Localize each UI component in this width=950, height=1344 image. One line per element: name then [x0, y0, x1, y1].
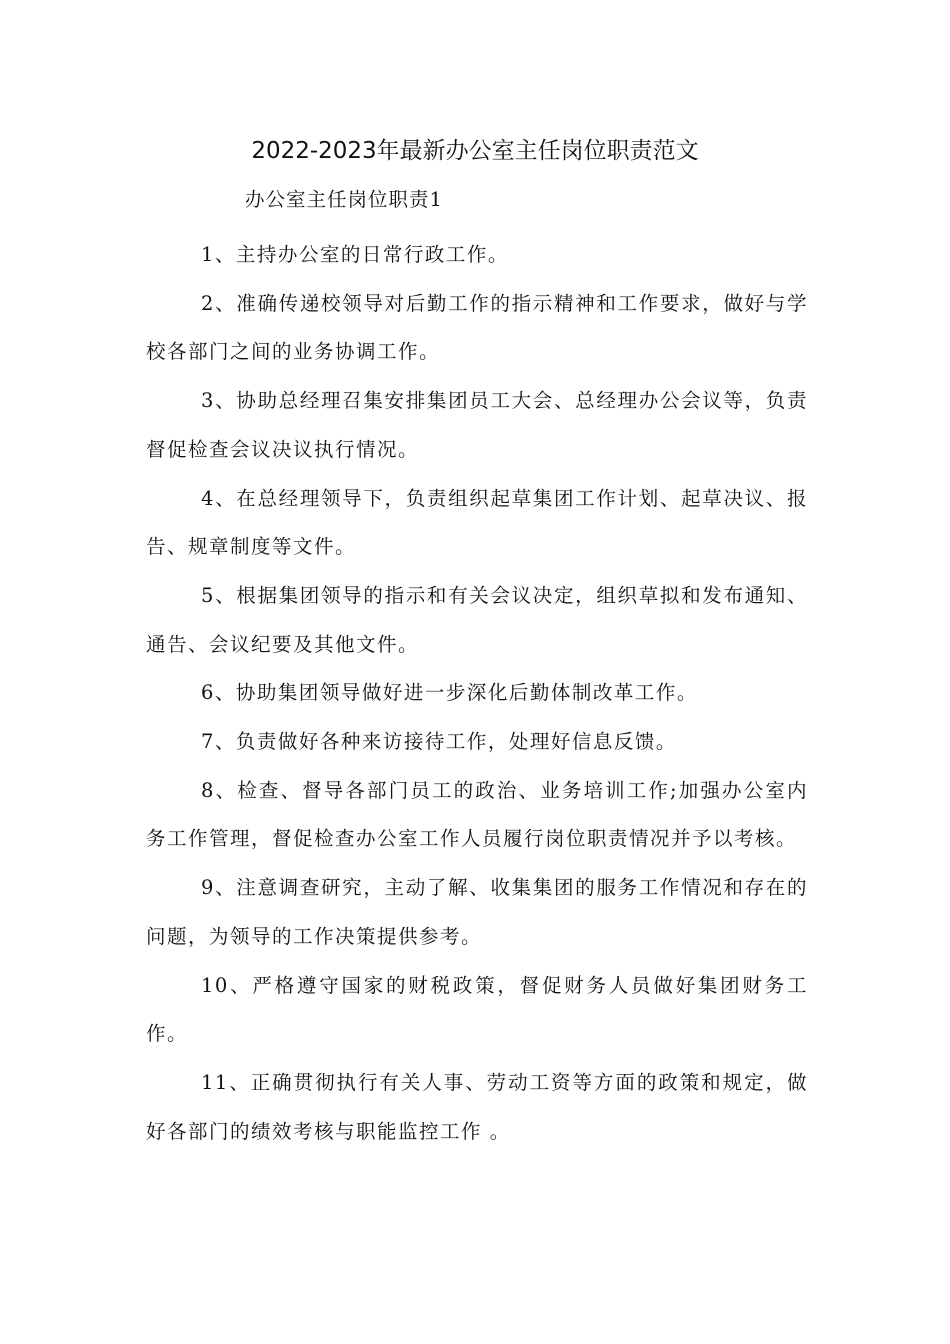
paragraph: 4、在总经理领导下，负责组织起草集团工作计划、起草决议、报告、规章制度等文件。 — [146, 486, 808, 559]
paragraph: 7、负责做好各种来访接待工作，处理好信息反馈。 — [201, 730, 677, 754]
paragraph: 8、检查、督导各部门员工的政治、业务培训工作;加强办公室内务工作管理，督促检查办公室工作人员履行岗位职责情况并予以考核。 — [146, 778, 808, 851]
paragraph: 2、准确传递校领导对后勤工作的指示精神和工作要求，做好与学校各部门之间的业务协调工作。 — [146, 291, 808, 364]
paragraph: 1、主持办公室的日常行政工作。 — [201, 243, 509, 266]
paragraph: 11、正确贯彻执行有关人事、劳动工资等方面的政策和规定，做好各部门的绩效考核与职能监控工作 。 — [146, 1070, 808, 1143]
paragraph: 6、协助集团领导做好进一步深化后勤体制改革工作。 — [201, 681, 698, 705]
paragraph: 9、注意调查研究，主动了解、收集集团的服务工作情况和存在的问题，为领导的工作决策提供参考。 — [146, 876, 808, 948]
paragraph: 10、严格遵守国家的财税政策，督促财务人员做好集团财务工作。 — [146, 973, 808, 1046]
document-body — [146, 231, 808, 1156]
paragraph: 5、根据集团领导的指示和有关会议决定，组织草拟和发布通知、通告、会议纪要及其他文件。 — [146, 583, 808, 656]
document-title: 2022-2023年最新办公室主任岗位职责范文 — [251, 138, 699, 164]
paragraph: 3、协助总经理召集安排集团员工大会、总经理办公会议等，负责督促检查会议决议执行情况。 — [146, 389, 808, 461]
section-heading: 办公室主任岗位职责1 — [245, 188, 443, 211]
